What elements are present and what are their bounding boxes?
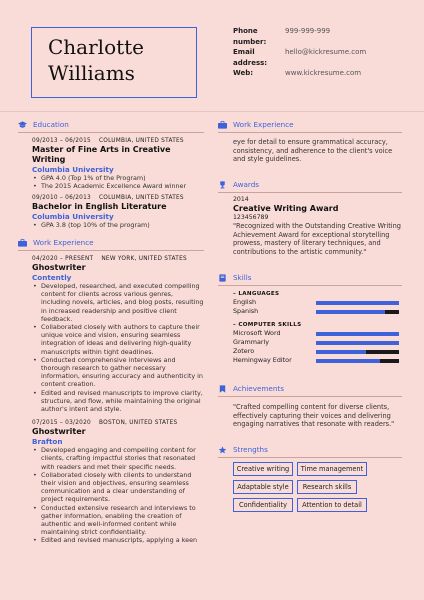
work-experience-heading-right: Work Experience xyxy=(218,120,402,129)
skill-name: Zotero xyxy=(233,347,255,355)
strength-chip: Adaptable style xyxy=(233,480,293,494)
strengths-heading: Strengths xyxy=(218,445,402,454)
name-box xyxy=(31,27,197,98)
last-name: Williams xyxy=(48,61,135,85)
book-icon xyxy=(218,274,227,282)
skill-row xyxy=(233,356,401,365)
strength-chip: Time management xyxy=(297,462,367,476)
languages-subheading: – LANGUAGES xyxy=(233,291,280,297)
list-item: • GPA 3.8 (top 10% of the program) xyxy=(32,221,204,229)
award-item xyxy=(233,196,401,256)
awards-heading: Awards xyxy=(218,180,402,189)
skill-level-fill xyxy=(316,310,385,314)
list-item: • Collaborated closely with authors to capture their unique voice and vision, ensuring seamless integration of ideas and delivering high-quality manuscripts within tight deadlines. xyxy=(32,323,204,356)
header-divider xyxy=(0,111,424,112)
strength-chip: Confidentiality xyxy=(233,498,293,512)
skills-heading: Skills xyxy=(218,273,402,282)
skills-list xyxy=(233,290,401,365)
skill-name: Spanish xyxy=(233,307,259,315)
work-item: 04/2020 – PRESENT NEW YORK, UNITED STATES Ghostwriter Contently • Developed, researched, and executed compelling content for clients across various genres, including novels, articles, and blog posts, resulting in increased readership and positive client feedback. • Collaborated closely with authors to capture their unique voice and vision, ensuring seamless integration of ideas and delivering high-quality manuscripts within tight deadlines. • Conducted comprehensive interviews and thorough research to gather necessary information, ensuring accuracy and authenticity in content creation. • Edited and revised manuscripts to improve clarity, structure, and flow, while maintaining the original author's intent and style. xyxy=(32,255,204,413)
skill-row xyxy=(233,347,401,356)
computer-skills-subheading: – COMPUTER SKILLS xyxy=(233,322,302,328)
skill-level-fill xyxy=(316,359,380,363)
company-name: Contently xyxy=(32,273,72,282)
skill-name: Hemingway Editor xyxy=(233,356,292,364)
education-item: 09/2010 – 06/2013 COLUMBIA, UNITED STATES Bachelor in English Literature Columbia University • GPA 3.8 (top 10% of the program) xyxy=(32,194,204,229)
contact-email: Email address: hello@kickresume.com xyxy=(233,48,367,67)
work-item: 07/2015 – 03/2020 BOSTON, UNITED STATES Ghostwriter Brafton • Developed engaging and compelling content for clients, crafting impactful stories that resonated with readers and met their specific needs. • Collaborated closely with clients to understand their vision and objectives, ensuring seamless communication and a clear understanding of project requirements. • Conducted extensive research and interviews to gather information, enabling the creation of authentic and well-informed content while maintaining strict confidentiality. • Edited and revised manuscripts, applying a keen xyxy=(32,419,204,544)
skill-row xyxy=(233,298,401,307)
list-item: • Developed engaging and compelling content for clients, crafting impactful stories that resonated with readers and met their specific needs. xyxy=(32,446,204,471)
skill-level-fill xyxy=(316,350,366,354)
degree-title: Bachelor in English Literature xyxy=(32,202,167,212)
company-name: Brafton xyxy=(32,437,63,447)
list-item: • Conducted extensive research and interviews to gather information, enabling the creation of authentic and well-informed content while maintaining strict confidentiality. xyxy=(32,504,204,537)
skill-level-bar xyxy=(316,350,399,354)
briefcase-icon xyxy=(218,121,227,129)
job-title: Ghostwriter xyxy=(32,427,86,437)
trophy-icon xyxy=(218,181,227,189)
school-name: Columbia University xyxy=(32,165,114,174)
skill-row xyxy=(233,307,401,316)
skill-level-fill xyxy=(316,341,399,345)
award-description: "Recognized with the Outstanding Creative Writing Achievement Award for exceptional storytelling prowess, mastery of literary techniques, and contributions to the artistic community." xyxy=(233,222,401,256)
work-list xyxy=(32,255,204,545)
contact-phone: Phone number: 999-999-999 xyxy=(233,27,331,46)
degree-title: Master of Fine Arts in Creative Writing xyxy=(32,145,171,164)
skill-name: Microsoft Word xyxy=(233,329,281,337)
skill-name: English xyxy=(233,298,257,306)
contact-block xyxy=(233,26,366,79)
award-name: Creative Writing Award xyxy=(233,204,339,213)
education-heading: Education xyxy=(18,120,204,129)
work-experience-heading: Work Experience xyxy=(18,238,204,247)
award-id: 123456789 xyxy=(233,214,269,221)
briefcase-icon xyxy=(18,239,27,247)
skill-level-fill xyxy=(316,301,399,305)
skill-level-bar xyxy=(316,332,399,336)
education-item: 09/2013 – 06/2015 COLUMBIA, UNITED STATES Master of Fine Arts in Creative Writing Columbia University • GPA 4.0 (Top 1% of the Program) • The 2015 Academic Excellence Award winner xyxy=(32,137,204,190)
list-item: • Conducted comprehensive interviews and thorough research to gather necessary information, ensuring accuracy and authenticity in content creation. xyxy=(32,356,204,389)
skill-row xyxy=(233,338,401,347)
skill-level-bar xyxy=(316,341,399,345)
award-year: 2014 xyxy=(233,196,249,203)
graduation-cap-icon xyxy=(18,121,27,129)
skill-level-bar xyxy=(316,310,399,314)
work-continued-text: eye for detail to ensure grammatical accuracy, consistency, and adherence to the client's voice and style guidelines. xyxy=(233,138,393,164)
education-list xyxy=(32,137,204,230)
list-item: • The 2015 Academic Excellence Award winner xyxy=(32,182,204,190)
job-title: Ghostwriter xyxy=(32,263,86,272)
skill-level-bar xyxy=(316,359,399,363)
strength-chip: Research skills xyxy=(297,480,357,494)
list-item: • Collaborated closely with clients to understand their vision and objectives, ensuring seamless communication and a clear understanding of project requirements. xyxy=(32,471,204,504)
achievement-text: "Crafted compelling content for diverse clients, effectively capturing their voices and delivering engaging narratives that resonate with readers." xyxy=(233,403,395,429)
star-icon xyxy=(218,446,227,454)
bookmark-icon xyxy=(218,385,227,393)
strength-chip: Attention to detail xyxy=(297,498,367,512)
skill-level-fill xyxy=(316,332,399,336)
skill-name: Grammarly xyxy=(233,338,270,346)
list-item: • Edited and revised manuscripts, applying a keen xyxy=(32,536,204,544)
strength-chip: Creative writing xyxy=(233,462,293,476)
achievements-heading: Achievements xyxy=(218,384,402,393)
list-item: • Edited and revised manuscripts to improve clarity, structure, and flow, while maintaining the original author's intent and style. xyxy=(32,389,204,414)
list-item: • Developed, researched, and executed compelling content for clients across various genres, including novels, articles, and blog posts, resulting in increased readership and positive client feedback. xyxy=(32,282,204,323)
list-item: • GPA 4.0 (Top 1% of the Program) xyxy=(32,174,204,182)
skill-level-bar xyxy=(316,301,399,305)
school-name: Columbia University xyxy=(32,212,114,222)
skill-row xyxy=(233,329,401,338)
contact-web: Web: www.kickresume.com xyxy=(233,69,362,77)
first-name: Charlotte xyxy=(48,35,145,59)
